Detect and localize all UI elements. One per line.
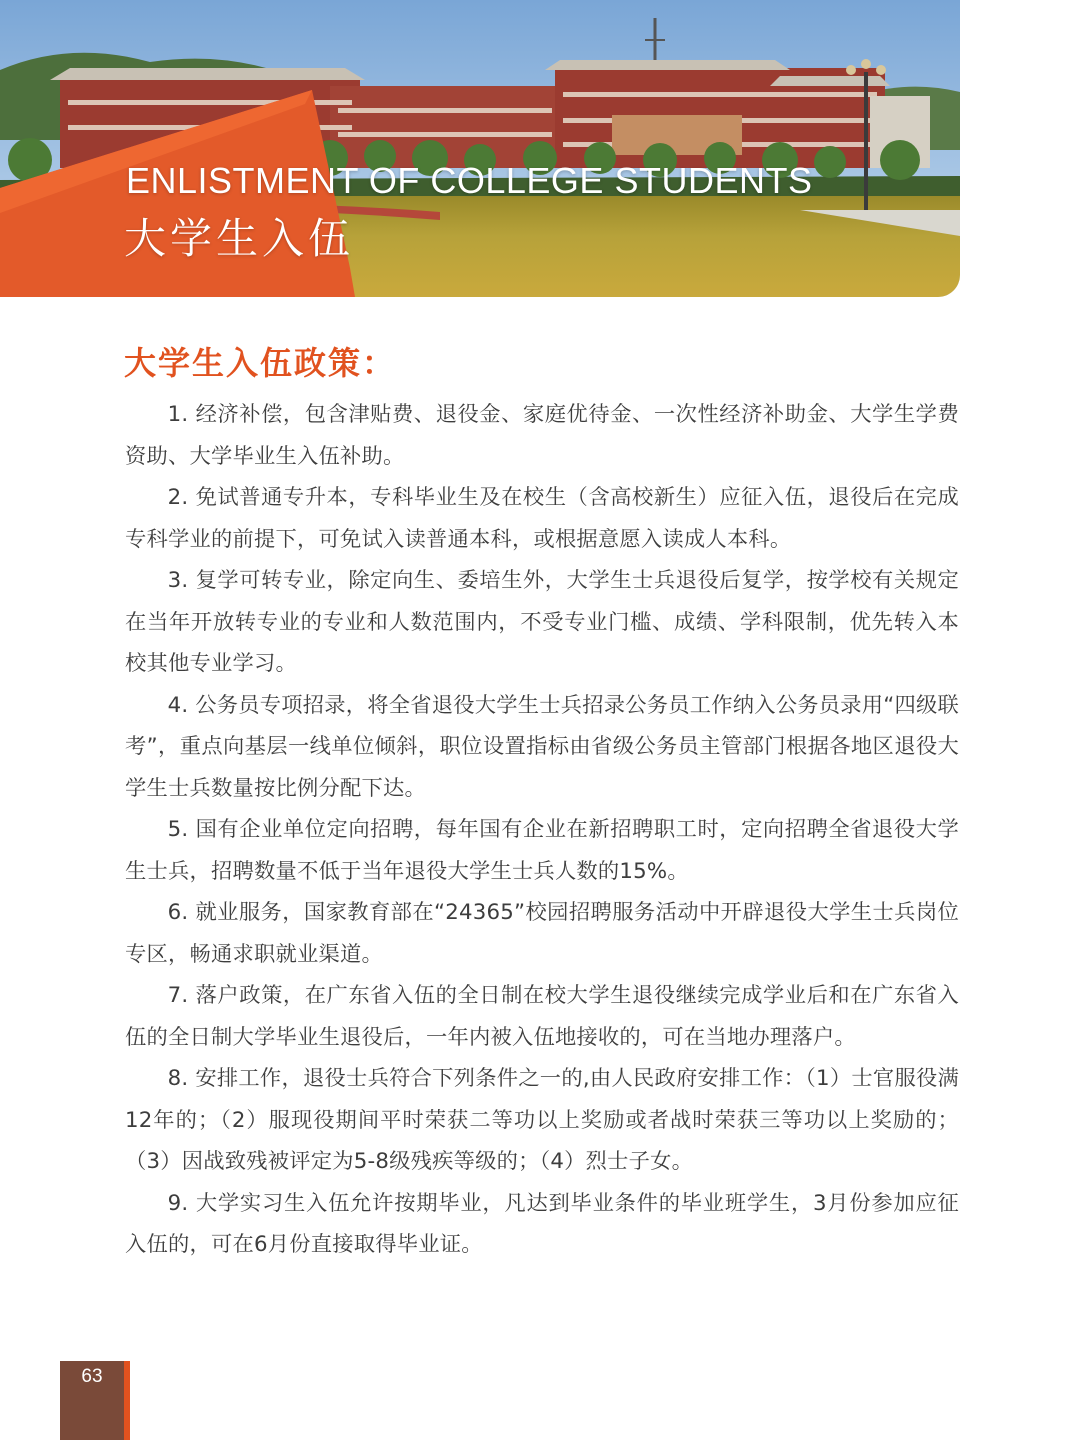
banner-title-english: ENLISTMENT OF COLLEGE STUDENTS: [126, 160, 813, 201]
banner-title-chinese: 大学生入伍: [124, 214, 355, 263]
policy-item: 8. 安排工作，退役士兵符合下列条件之一的,由人民政府安排工作：（1）士官服役满12年的；（2）服现役期间平时荣获二等功以上奖励或者战时荣获三等功以上奖励的；（3）因战致残被评定为5-8级残疾等级的；（4）烈士子女。: [125, 1066, 959, 1174]
section-title: 大学生入伍政策：: [124, 344, 397, 382]
policy-item: 2. 免试普通专升本，专科毕业生及在校生（含高校新生）应征入伍，退役后在完成专科学业的前提下，可免试入读普通本科，或根据意愿入读成人本科。: [125, 485, 959, 552]
policy-item: 1. 经济补偿，包含津贴费、退役金、家庭优待金、一次性经济补助金、大学生学费资助、大学毕业生入伍补助。: [125, 402, 959, 469]
page-number-tab: [60, 1361, 130, 1440]
page-number: 63: [81, 1366, 103, 1387]
policy-item: 6. 就业服务，国家教育部在“24365”校园招聘服务活动中开辟退役大学生士兵岗位专区，畅通求职就业渠道。: [125, 900, 959, 967]
policy-list: [125, 394, 959, 1266]
header-banner: [0, 0, 960, 297]
policy-item: 4. 公务员专项招录，将全省退役大学生士兵招录公务员工作纳入公务员录用“四级联考”，重点向基层一线单位倾斜，职位设置指标由省级公务员主管部门根据各地区退役大学生士兵数量按比例分配下达。: [125, 692, 959, 801]
policy-item: 5. 国有企业单位定向招聘，每年国有企业在新招聘职工时，定向招聘全省退役大学生士兵，招聘数量不低于当年退役大学生士兵人数的15%。: [125, 817, 959, 884]
policy-item: 7. 落户政策，在广东省入伍的全日制在校大学生退役继续完成学业后和在广东省入伍的全日制大学毕业生退役后，一年内被入伍地接收的，可在当地办理落户。: [125, 983, 959, 1050]
policy-item: 9. 大学实习生入伍允许按期毕业，凡达到毕业条件的毕业班学生，3月份参加应征入伍的，可在6月份直接取得毕业证。: [125, 1190, 959, 1257]
policy-item: 3. 复学可转专业，除定向生、委培生外，大学生士兵退役后复学，按学校有关规定在当年开放转专业的专业和人数范围内，不受专业门槛、成绩、学科限制，优先转入本校其他专业学习。: [125, 568, 959, 676]
